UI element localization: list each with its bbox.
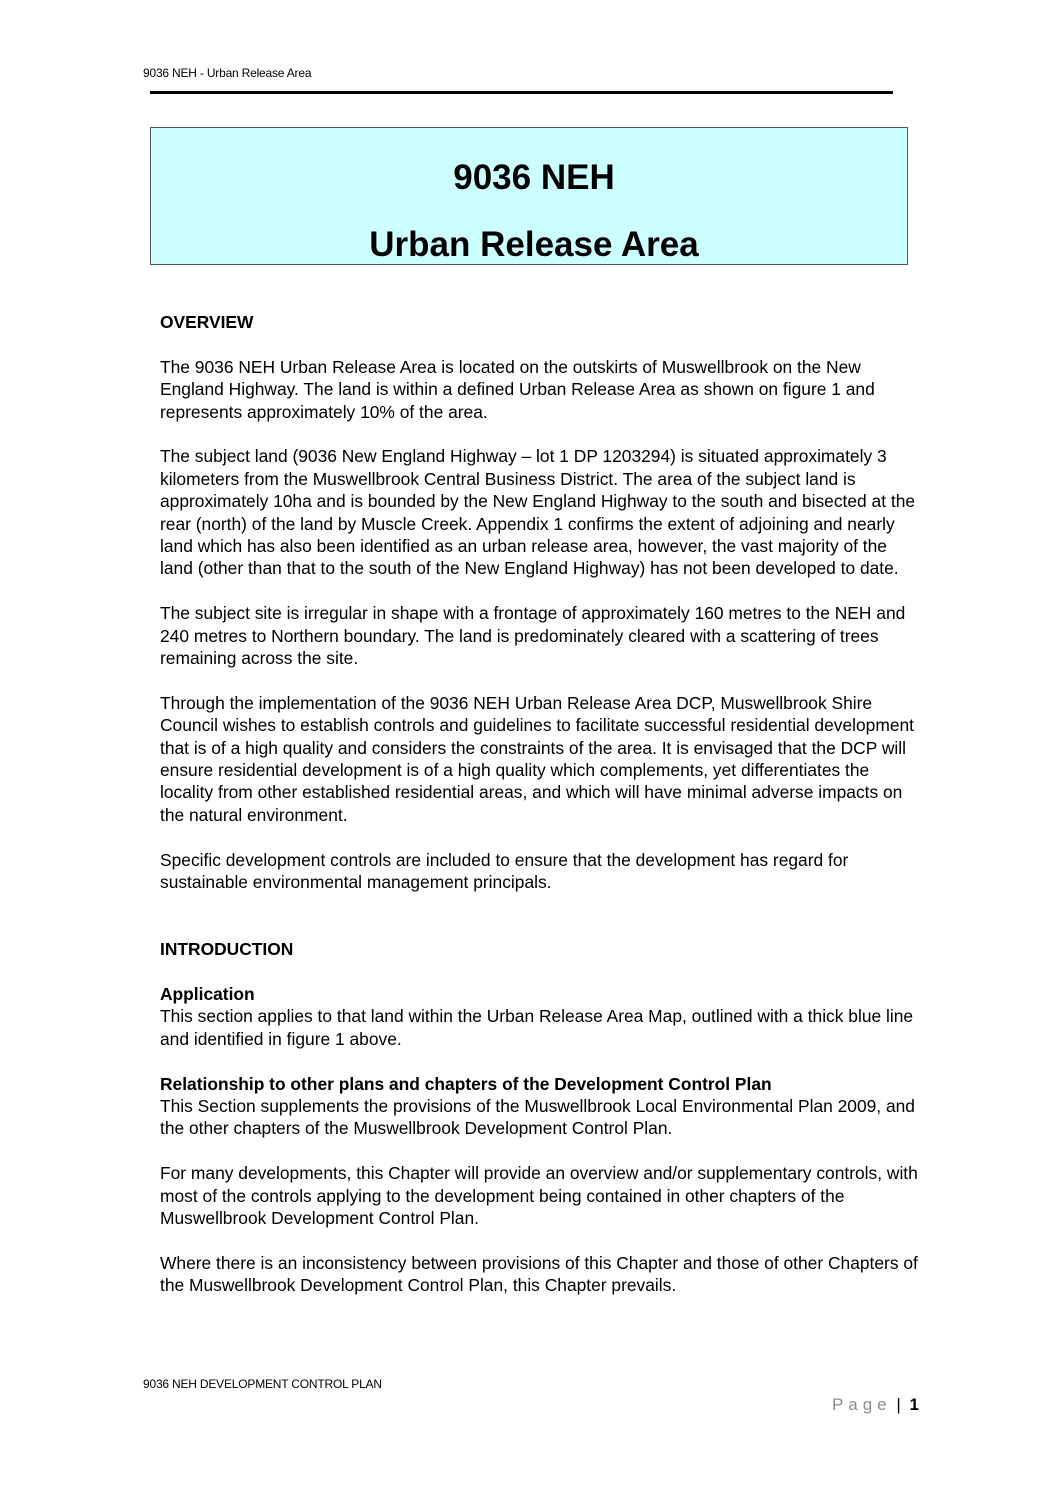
overview-paragraph: Specific development controls are included to ensure that the development has regard for sustainable environmental management principals. <box>160 849 849 893</box>
page-number-value: 1 <box>909 1395 919 1414</box>
relationship-paragraph: This Section supplements the provisions of the Muswellbrook Local Environmental Plan 2009, and the other chapters of the Muswellbrook Development Control Plan. <box>160 1096 915 1139</box>
relationship-subheading: Relationship to other plans and chapters of the Development Control Plan <box>160 1073 772 1094</box>
page-separator: | <box>896 1395 901 1414</box>
document-title: 9036 NEH <box>453 158 615 197</box>
application-paragraph: This section applies to that land within the Urban Release Area Map, outlined with a thick blue line and identified in figure 1 above. <box>160 1006 914 1049</box>
overview-paragraph: The 9036 NEH Urban Release Area is located on the outskirts of Muswellbrook on the New England Highway. The land is within a defined Urban Release Area as shown on figure 1 and represents approximately 10% of the area. <box>160 356 875 422</box>
document-body <box>160 311 920 1319</box>
section-spacer <box>160 916 920 938</box>
overview-heading: OVERVIEW <box>160 312 254 332</box>
introduction-paragraph: For many developments, this Chapter will provide an overview and/or supplementary controls, with most of the controls applying to the development being contained in other chapters of the Muswellbrook Development Control Plan. <box>160 1163 918 1229</box>
introduction-paragraph: Where there is an inconsistency between provisions of this Chapter and those of other Chapters of the Muswellbrook Development Control Plan, this Chapter prevails. <box>160 1252 918 1296</box>
running-footer: 9036 NEH DEVELOPMENT CONTROL PLAN <box>143 1377 382 1391</box>
overview-paragraph: The subject site is irregular in shape with a frontage of approximately 160 metres to the NEH and 240 metres to Northern boundary. The land is predominately cleared with a scattering of trees remaining across the site. <box>160 603 906 669</box>
application-subheading: Application <box>160 984 255 1005</box>
header-rule <box>150 91 893 94</box>
title-box <box>150 127 908 265</box>
overview-paragraph: Through the implementation of the 9036 NEH Urban Release Area DCP, Muswellbrook Shire Council wishes to establish controls and guidelines to facilitate successful residential development that is of a high quality and considers the constraints of the area. It is envisaged that the DCP will ensure residential development is of a high quality which complements, yet differentiates the locality from other established residential areas, and which will have minimal adverse impacts on the natural environment. <box>160 692 915 825</box>
page-label: Page <box>831 1395 892 1414</box>
page-number <box>832 1395 919 1415</box>
introduction-heading: INTRODUCTION <box>160 939 294 960</box>
document-subtitle: Urban Release Area <box>369 225 699 264</box>
running-header: 9036 NEH - Urban Release Area <box>143 66 312 80</box>
overview-paragraph: The subject land (9036 New England Highway – lot 1 DP 1203294) is situated approximately 3 kilometers from the Muswellbrook Central Business District. The area of the subject land is approximately 10ha and is bounded by the New England Highway to the south and bisected at the rear (north) of the land by Muscle Creek. Appendix 1 confirms the extent of adjoining and nearly land which has also been identified as an urban release area, however, the vast majority of the land (other than that to the south of the New England Highway) has not been developed to date. <box>160 446 916 579</box>
